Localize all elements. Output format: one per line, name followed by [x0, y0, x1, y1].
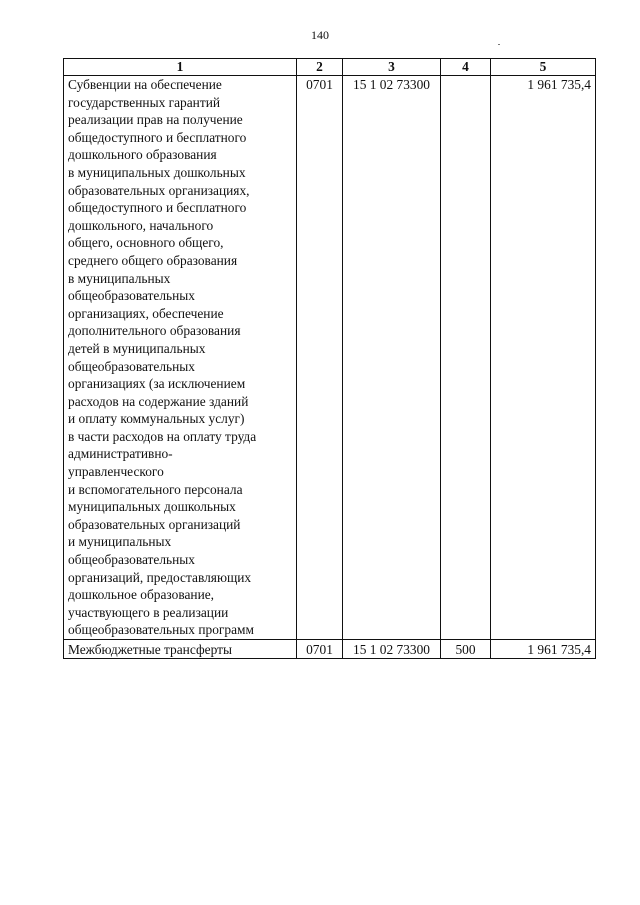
row-section-code: 0701 [297, 640, 343, 659]
header-col-4: 4 [441, 59, 491, 76]
row-target-code: 15 1 02 73300 [343, 76, 441, 640]
scan-speck [498, 44, 500, 45]
header-col-5: 5 [491, 59, 596, 76]
table-row [64, 640, 596, 659]
table-row [64, 76, 596, 640]
header-row [64, 59, 596, 76]
budget-table [63, 58, 596, 659]
row-amount: 1 961 735,4 [491, 76, 596, 640]
header-col-1: 1 [64, 59, 297, 76]
row-amount: 1 961 735,4 [491, 640, 596, 659]
row-section-code: 0701 [297, 76, 343, 640]
row-expense-type: 500 [441, 640, 491, 659]
row-expense-type [441, 76, 491, 640]
row-description: Субвенции на обеспечение государственных гарантий реализации прав на получение общедоступного и бесплатного дошкольного образования в муниципальных дошкольных образовательных организациях, общедоступного и бесплатного дошкольного, начального общего, основного общего, среднего общего образования в муниципальных общеобразовательных организациях, обеспечение дополнительного образования детей в муниципальных общеобразовательных организациях (за исключением расходов на содержание зданий и оплату коммунальных услуг) в части расходов на оплату труда административно- управленческого и вспомогательного персонала муниципальных дошкольных образовательных организаций и муниципальных общеобразовательных организаций, предоставляющих дошкольное образование, участвующего в реализации общеобразовательных программ [64, 76, 297, 640]
page-number: 140 [311, 28, 329, 42]
header-col-2: 2 [297, 59, 343, 76]
row-description: Межбюджетные трансферты [64, 640, 297, 659]
row-target-code: 15 1 02 73300 [343, 640, 441, 659]
header-col-3: 3 [343, 59, 441, 76]
